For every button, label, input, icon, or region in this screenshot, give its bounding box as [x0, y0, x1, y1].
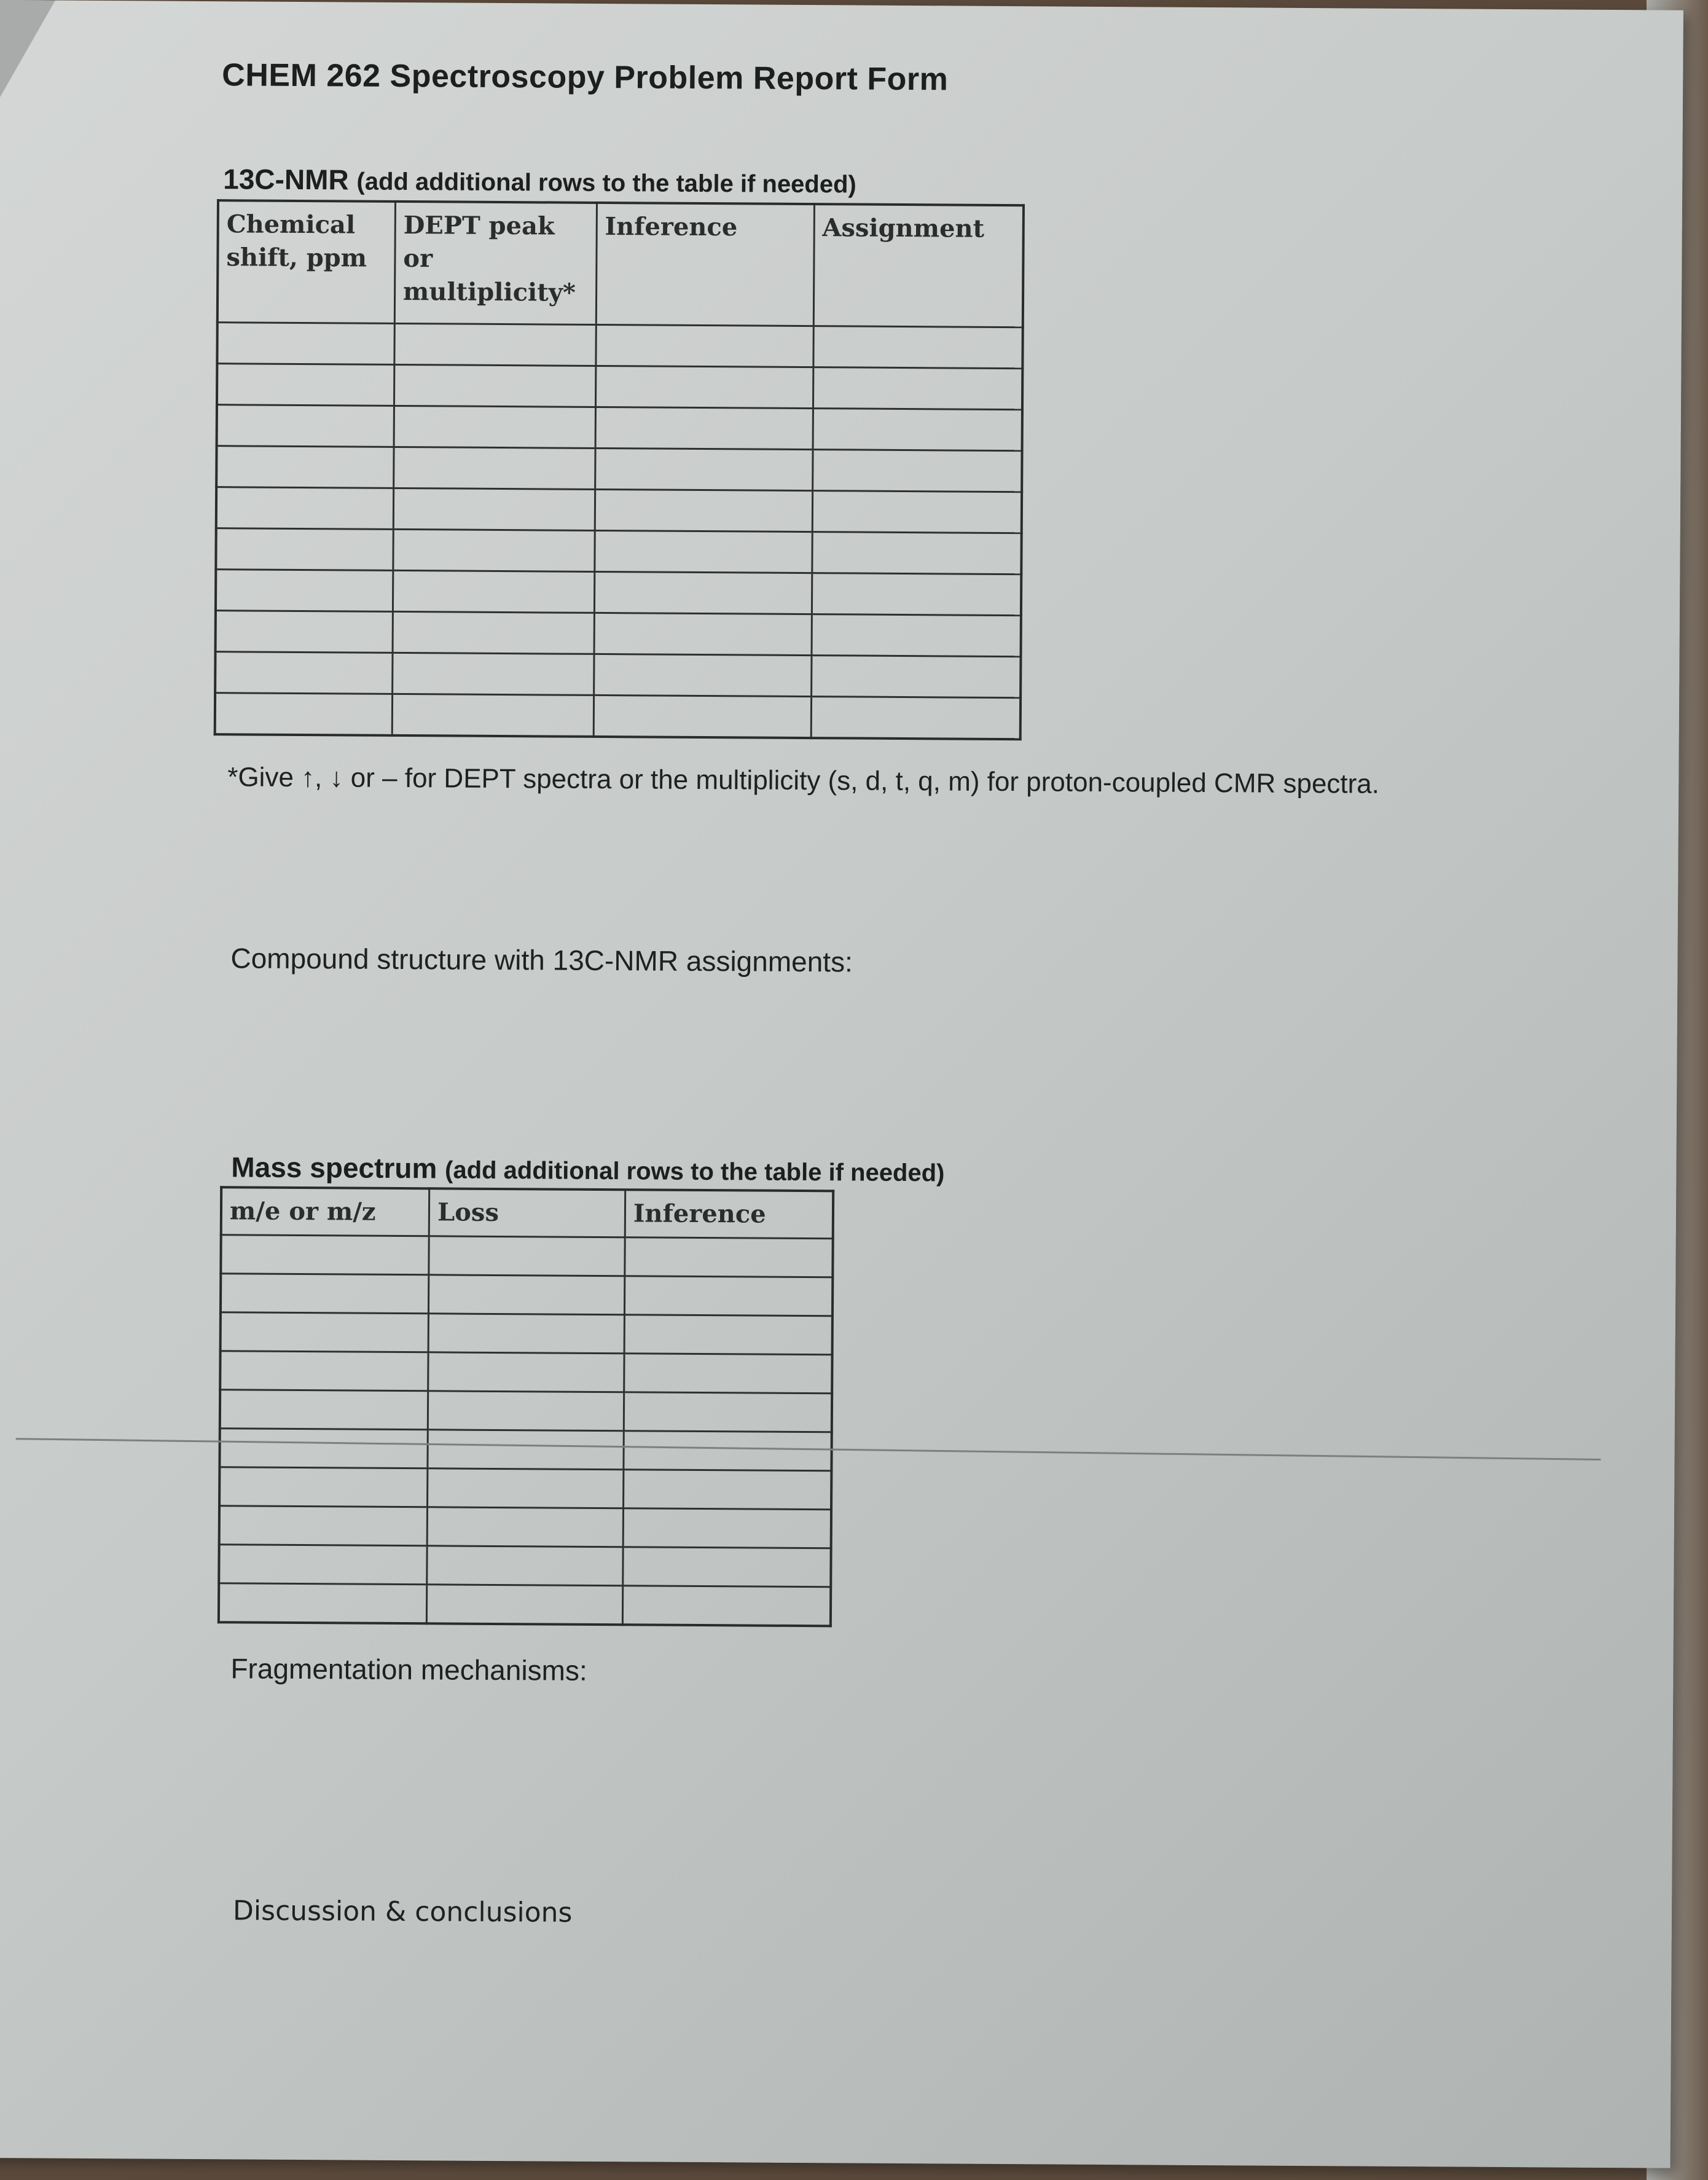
table-row [216, 528, 1021, 574]
table-cell[interactable] [215, 652, 393, 694]
nmr-table [214, 199, 1025, 740]
table-cell[interactable] [623, 1508, 831, 1548]
table-cell[interactable] [811, 697, 1020, 740]
table-row [216, 570, 1021, 616]
nmr-section-heading [223, 162, 856, 199]
ms-section-heading [231, 1150, 944, 1188]
table-cell[interactable] [428, 1314, 624, 1354]
table-cell[interactable] [428, 1468, 624, 1508]
ms-col-inference: Inference [625, 1190, 833, 1239]
table-row [217, 323, 1022, 369]
ms-header-row [221, 1187, 833, 1239]
fragmentation-label: Fragmentation mechanisms: [230, 1652, 587, 1687]
table-cell[interactable] [595, 448, 812, 490]
table-cell[interactable] [813, 409, 1022, 451]
table-cell[interactable] [221, 1235, 429, 1275]
table-cell[interactable] [220, 1351, 428, 1391]
ms-col-loss: Loss [429, 1188, 625, 1237]
table-cell[interactable] [393, 611, 594, 654]
table-cell[interactable] [394, 323, 596, 366]
table-cell[interactable] [217, 405, 394, 447]
nmr-heading-note: (add additional rows to the table if needed) [356, 168, 856, 198]
table-cell[interactable] [594, 613, 812, 655]
table-cell[interactable] [216, 528, 393, 571]
nmr-heading-main: 13C-NMR [223, 163, 349, 196]
table-cell[interactable] [812, 532, 1021, 574]
ms-heading-main: Mass spectrum [231, 1151, 437, 1185]
table-cell[interactable] [623, 1470, 831, 1510]
table-cell[interactable] [219, 1467, 428, 1507]
table-cell[interactable] [594, 530, 812, 573]
table-cell[interactable] [426, 1585, 622, 1625]
table-row [216, 611, 1021, 657]
table-cell[interactable] [394, 406, 595, 448]
table-cell[interactable] [624, 1354, 832, 1394]
table-row [221, 1235, 832, 1277]
table-cell[interactable] [596, 324, 813, 367]
table-cell[interactable] [812, 573, 1021, 616]
table-row [217, 364, 1022, 410]
table-cell[interactable] [429, 1275, 625, 1315]
table-cell[interactable] [625, 1237, 833, 1277]
table-cell[interactable] [428, 1352, 624, 1392]
discussion-label: Discussion & conclusions [232, 1895, 573, 1929]
table-cell[interactable] [394, 364, 595, 407]
table-cell[interactable] [219, 1506, 428, 1546]
table-cell[interactable] [393, 529, 595, 571]
table-row [215, 652, 1020, 698]
table-cell[interactable] [813, 367, 1022, 410]
table-cell[interactable] [812, 491, 1022, 533]
ms-col-mz: m/e or m/z [221, 1187, 429, 1236]
table-cell[interactable] [216, 611, 393, 653]
table-cell[interactable] [812, 614, 1021, 657]
table-cell[interactable] [216, 570, 393, 612]
table-cell[interactable] [392, 694, 593, 737]
table-cell[interactable] [623, 1547, 831, 1587]
table-cell[interactable] [812, 450, 1022, 492]
table-cell[interactable] [595, 489, 812, 531]
table-cell[interactable] [595, 366, 813, 408]
table-cell[interactable] [221, 1274, 429, 1314]
table-row [215, 693, 1020, 740]
table-cell[interactable] [429, 1236, 625, 1276]
table-cell[interactable] [219, 1583, 427, 1624]
table-cell[interactable] [622, 1586, 831, 1626]
table-row [220, 1390, 832, 1432]
ms-heading-note: (add additional rows to the table if needed) [444, 1156, 945, 1187]
page-corner-curl [0, 0, 55, 99]
table-cell[interactable] [393, 653, 594, 695]
table-cell[interactable] [624, 1392, 832, 1432]
structure-label: Compound structure with 13C-NMR assignments: [230, 942, 853, 978]
table-row [219, 1583, 831, 1626]
table-cell[interactable] [393, 570, 594, 613]
mass-spectrum-table [217, 1186, 834, 1627]
table-cell[interactable] [428, 1391, 624, 1431]
table-cell[interactable] [393, 488, 595, 530]
table-cell[interactable] [624, 1315, 832, 1355]
nmr-header-row [217, 200, 1024, 327]
table-cell[interactable] [624, 1431, 832, 1471]
table-row [217, 405, 1022, 451]
table-cell[interactable] [593, 695, 811, 738]
table-cell[interactable] [394, 447, 595, 489]
table-cell[interactable] [216, 446, 394, 488]
table-cell[interactable] [428, 1430, 624, 1470]
nmr-col-chemical-shift: Chemical shift, ppm [217, 200, 396, 323]
table-cell[interactable] [219, 1429, 428, 1468]
table-row [219, 1429, 831, 1471]
table-row [221, 1312, 832, 1355]
dept-footnote: *Give ↑, ↓ or – for DEPT spectra or the multiplicity (s, d, t, q, m) for proton-coupled CMR spectra. [227, 762, 1380, 799]
nmr-col-assignment: Assignment [813, 204, 1024, 327]
table-cell[interactable] [813, 326, 1022, 369]
table-cell[interactable] [593, 654, 811, 696]
table-cell[interactable] [595, 407, 813, 449]
table-row [219, 1545, 831, 1587]
form-title: CHEM 262 Spectroscopy Problem Report Form [222, 57, 949, 98]
table-cell[interactable] [217, 364, 394, 406]
table-cell[interactable] [427, 1546, 623, 1586]
table-cell[interactable] [594, 571, 812, 614]
table-cell[interactable] [811, 656, 1020, 698]
table-row [219, 1506, 831, 1548]
table-row [221, 1274, 832, 1316]
table-cell[interactable] [216, 487, 394, 530]
table-row [216, 446, 1022, 492]
table-cell[interactable] [219, 1545, 427, 1585]
table-cell[interactable] [221, 1312, 429, 1352]
table-cell[interactable] [215, 693, 393, 735]
table-cell[interactable] [220, 1390, 428, 1430]
table-cell[interactable] [427, 1507, 623, 1547]
table-row [219, 1467, 831, 1510]
nmr-col-dept: DEPT peak or multiplicity* [394, 202, 597, 324]
table-cell[interactable] [624, 1276, 832, 1316]
table-row [216, 487, 1022, 533]
table-cell[interactable] [217, 323, 394, 365]
table-row [220, 1351, 832, 1394]
nmr-col-inference: Inference [596, 203, 814, 326]
